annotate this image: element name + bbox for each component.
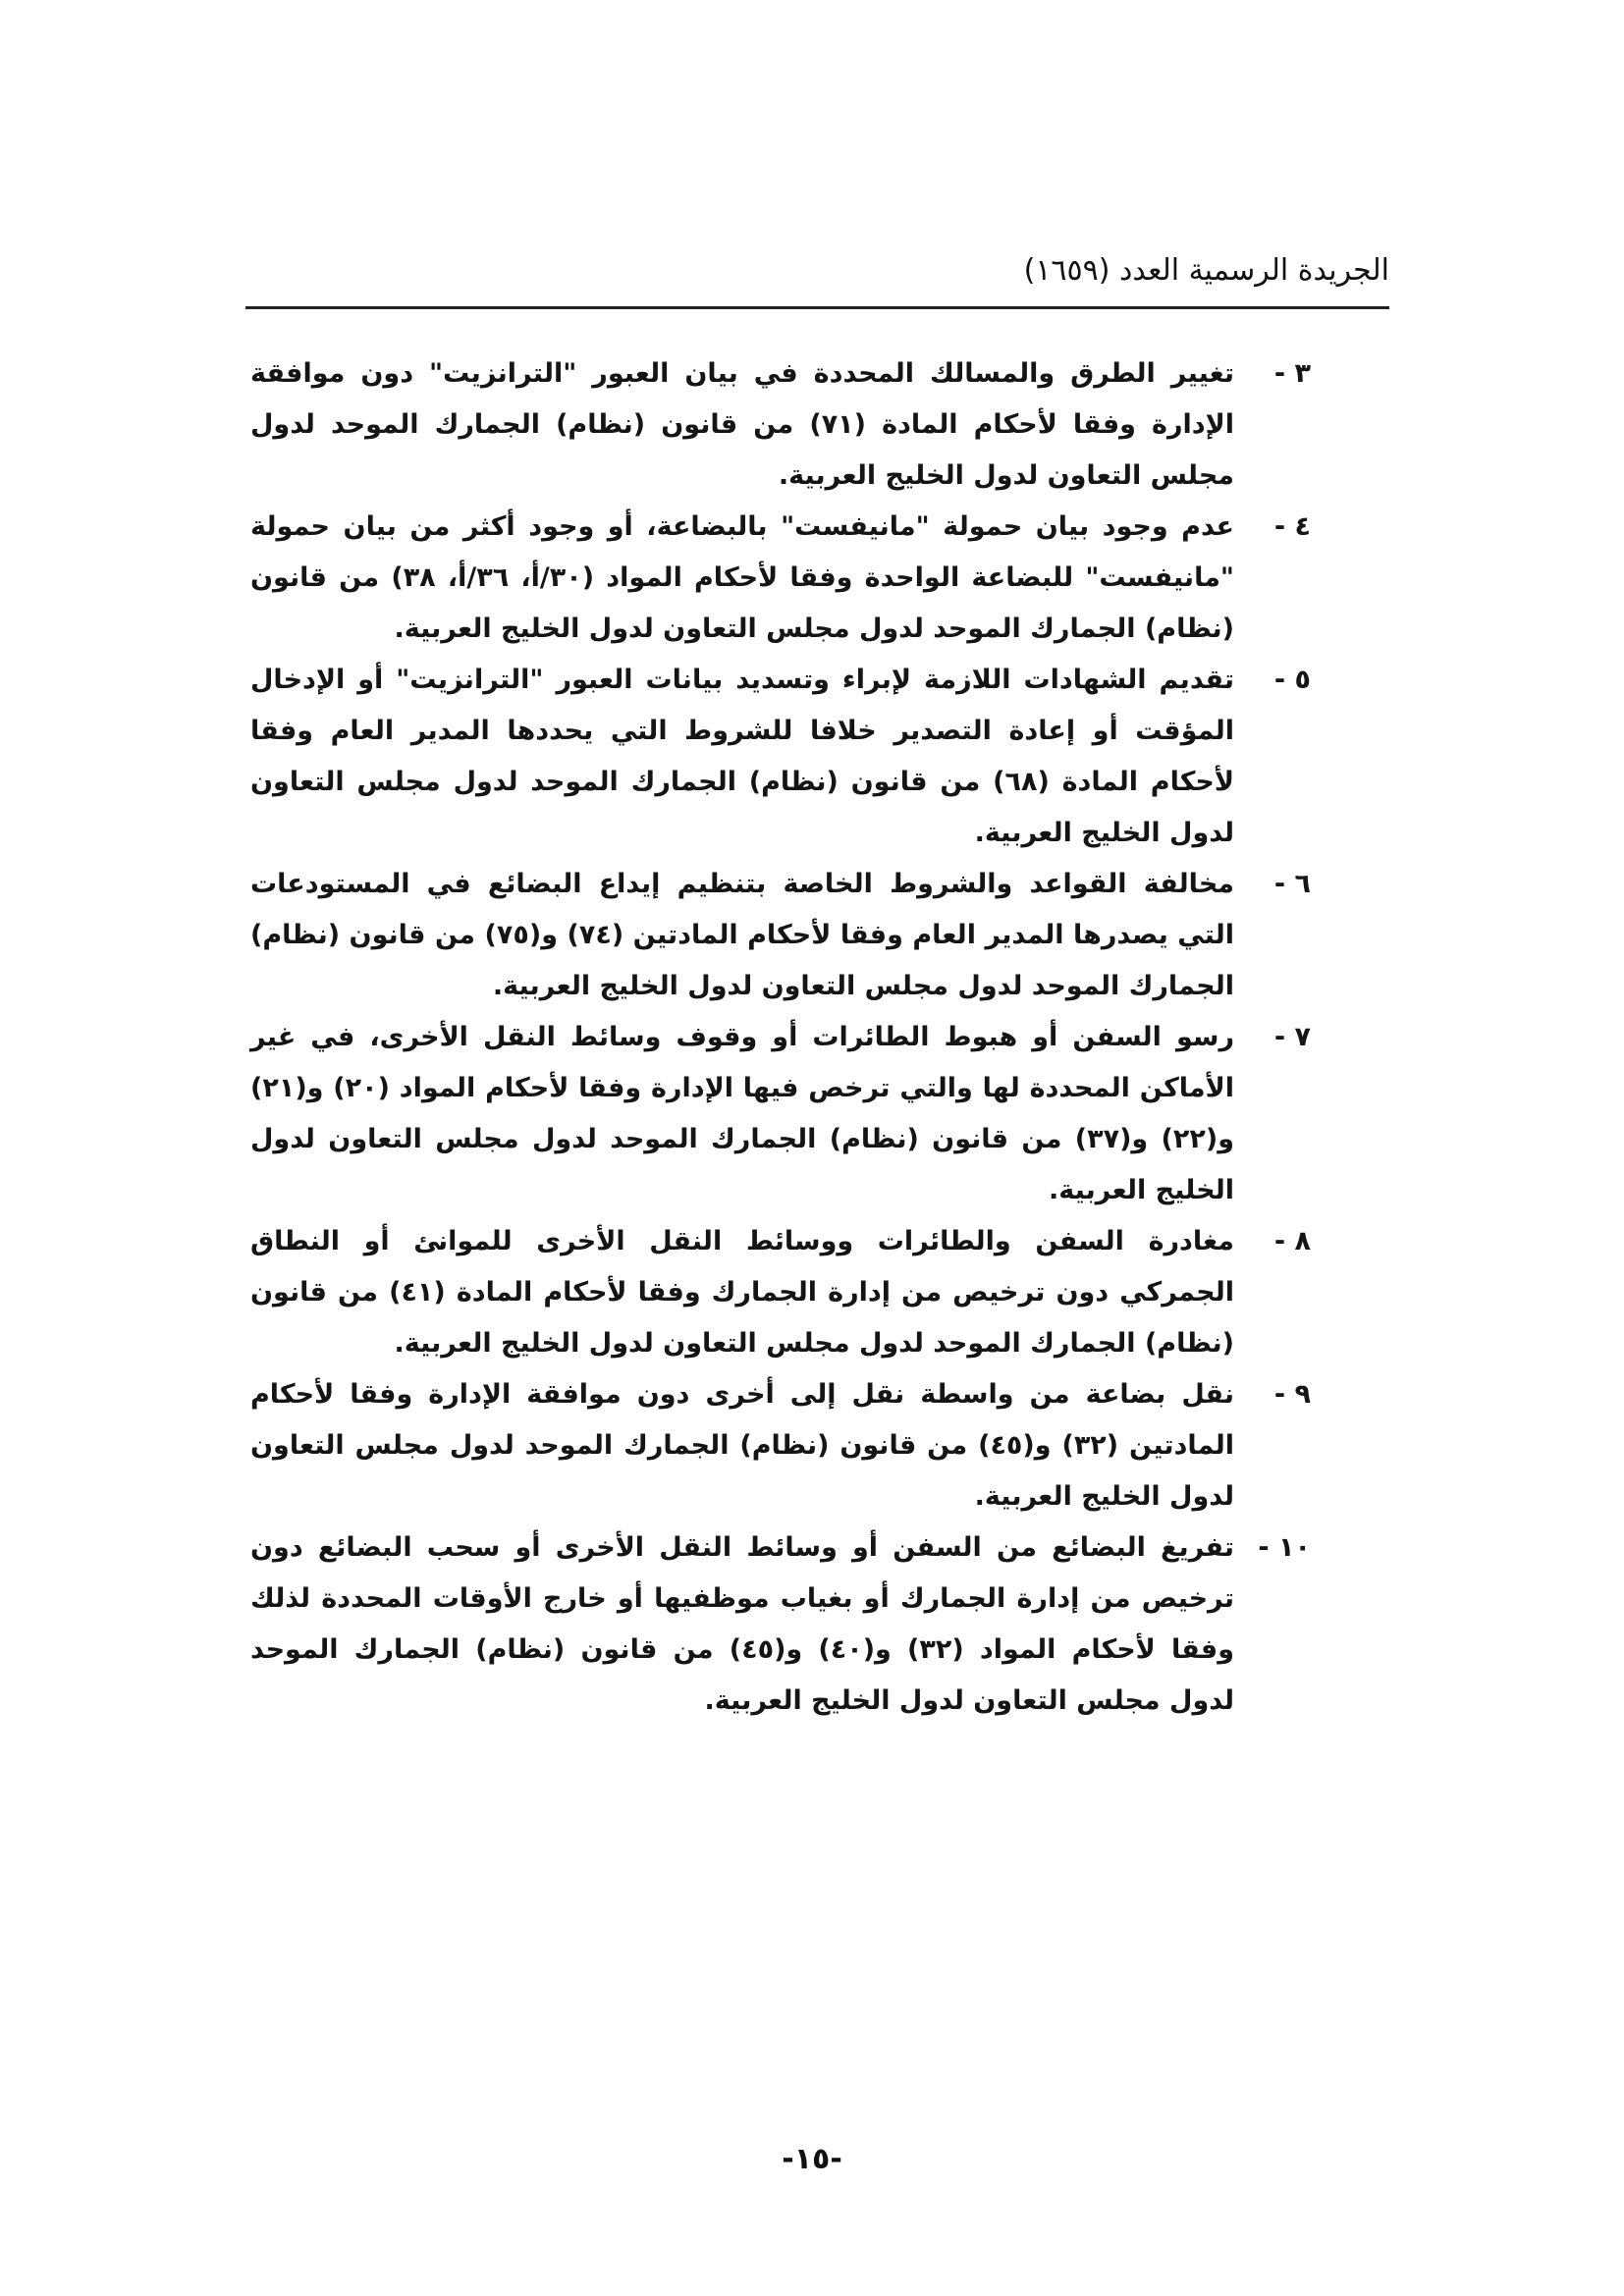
list-item [250,1012,1311,1216]
item-text: مخالفة القواعد والشروط الخاصة بتنظيم إيداع البضائع في المستودعات التي يصدرها المدير العام وفقا لأحكام المادتين (٧٤) و(٧٥) من قانون (نظام) الجمارك الموحد لدول مجلس التعاون لدول الخليج العربية. [250,869,1234,1001]
item-number: ٧ - [1273,1022,1311,1052]
item-text: رسو السفن أو هبوط الطائرات أو وقوف وسائط النقل الأخرى، في غير الأماكن المحددة لها والتي ترخص فيها الإدارة وفقا لأحكام المواد (٢٠) و(٢١) و(٢٢) و(٣٧) من قانون (نظام) الجمارك الموحد لدول مجلس التعاون لدول الخليج العربية. [250,1022,1234,1205]
list-item [250,502,1311,655]
list-item [250,1369,1311,1522]
list-item [250,1522,1311,1727]
item-text: تفريغ البضائع من السفن أو وسائط النقل الأخرى أو سحب البضائع دون ترخيص من إدارة الجمارك أو بغياب موظفيها أو خارج الأوقات المحددة لذلك وفقا لأحكام المواد (٣٢) و(٤٠) و(٤٥) من قانون (نظام) الجمارك الموحد لدول مجلس التعاون لدول الخليج العربية. [250,1532,1234,1716]
article-list [250,348,1311,1727]
item-number: ٥ - [1273,665,1311,695]
item-text: تقديم الشهادات اللازمة لإبراء وتسديد بيانات العبور "الترانزيت" أو الإدخال المؤقت أو إعادة التصدير خلافا للشروط التي يحددها المدير العام وفقا لأحكام المادة (٦٨) من قانون (نظام) الجمارك الموحد لدول مجلس التعاون لدول الخليج العربية. [250,665,1234,848]
list-item [250,348,1311,502]
item-number: ٨ - [1273,1226,1311,1256]
item-number: ١٠ - [1258,1532,1311,1563]
item-text: تغيير الطرق والمسالك المحددة في بيان العبور "الترانزيت" دون موافقة الإدارة وفقا لأحكام المادة (٧١) من قانون (نظام) الجمارك الموحد لدول مجلس التعاون لدول الخليج العربية. [250,358,1234,491]
list-item [250,859,1311,1012]
list-item [250,1216,1311,1369]
page-header [245,245,1389,309]
item-text: مغادرة السفن والطائرات ووسائط النقل الأخرى للموانئ أو النطاق الجمركي دون ترخيص من إدارة الجمارك وفقا لأحكام المادة (٤١) من قانون (نظام) الجمارك الموحد لدول مجلس التعاون لدول الخليج العربية. [250,1226,1234,1359]
item-number: ٦ - [1273,869,1311,899]
item-text: عدم وجود بيان حمولة "مانيفست" بالبضاعة، أو وجود أكثر من بيان حمولة "مانيفست" للبضاعة الواحدة وفقا لأحكام المواد (٣٠/أ، ٣٦/أ، ٣٨) من قانون (نظام) الجمارك الموحد لدول مجلس التعاون لدول الخليج العربية. [250,511,1234,644]
item-text: نقل بضاعة من واسطة نقل إلى أخرى دون موافقة الإدارة وفقا لأحكام المادتين (٣٢) و(٤٥) من قانون (نظام) الجمارك الموحد لدول مجلس التعاون لدول الخليج العربية. [250,1379,1234,1512]
item-number: ٤ - [1273,511,1311,542]
page-number: -١٥- [782,2142,842,2176]
item-number: ٣ - [1273,358,1311,389]
item-number: ٩ - [1273,1379,1311,1410]
list-item [250,655,1311,859]
gazette-title: الجريدة الرسمية العدد (١٦٥٩) [1023,253,1389,288]
